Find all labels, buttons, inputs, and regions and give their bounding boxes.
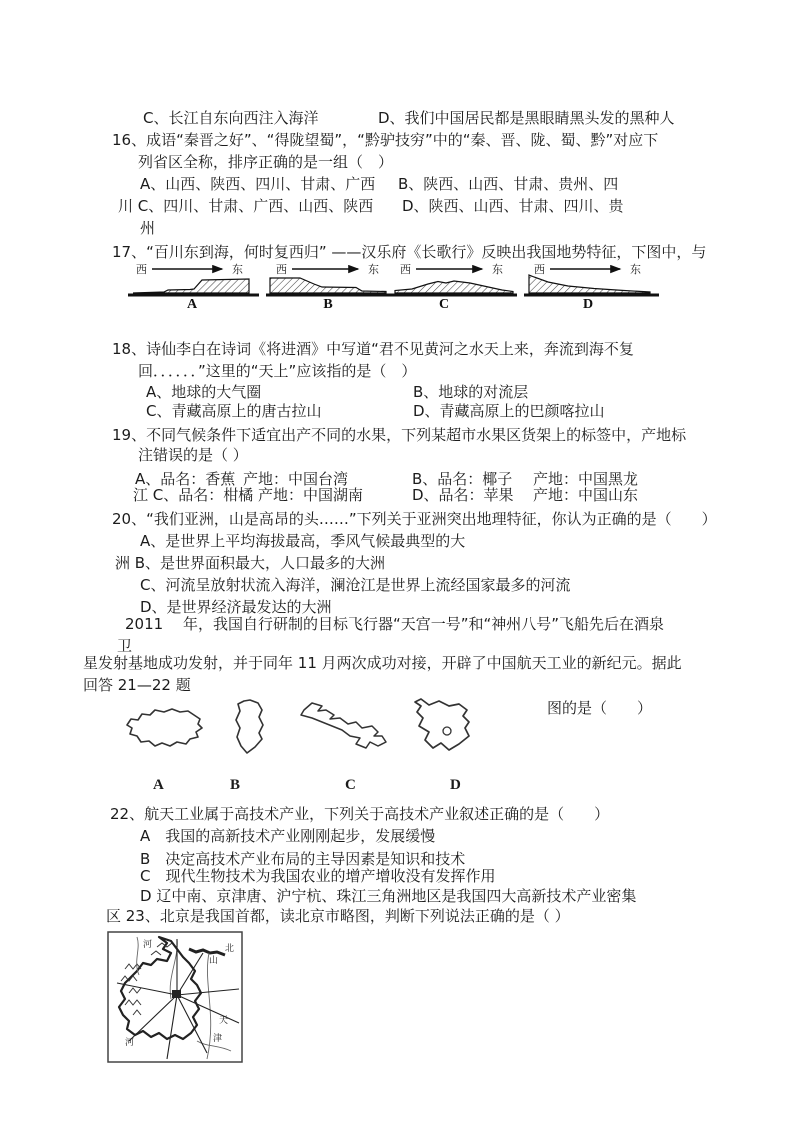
q19-stem-line1: 19、不同气候条件下适宜出产不同的水果，下列某超市水果区货架上的标签中，产地标 [112, 426, 687, 444]
q22-option-c: C 现代生物技术为我国农业的增产增收没有发挥作用 [140, 867, 496, 885]
map-label-he-bottom: 河 [125, 1038, 135, 1048]
map-label-he-top: 河 [143, 940, 153, 950]
q23-stem: 区 23、北京是我国首都，读北京市略图，判断下列说法正确的是（ ） [106, 907, 570, 925]
q22-option-b: B 决定高技术产业布局的主导因素是知识和技术 [140, 850, 466, 868]
q20-option-a: A、是世界上平均海拔最高，季风气候最典型的大 [140, 532, 466, 550]
q19-option-d-name: D、品名：苹果 [412, 486, 514, 504]
east-label: 东 [232, 263, 243, 276]
west-label: 西 [136, 263, 147, 276]
q19-stem-line2: 注错误的是（ ） [138, 446, 248, 464]
province-d-path [415, 699, 469, 750]
diagram-label-b: B [323, 297, 333, 310]
terrain-diagram-a [128, 262, 260, 310]
map-label-shan: 山 [209, 956, 219, 966]
q16-stem-line2: 列省区全称，排序正确的是一组（ ） [138, 153, 394, 171]
west-label: 西 [400, 263, 411, 276]
map-label-jin: 津 [213, 1034, 223, 1044]
east-label: 东 [630, 263, 641, 276]
q22-stem: 22、航天工业属于高技术产业，下列关于高技术产业叙述正确的是（ ） [110, 805, 610, 823]
terrain-profile-c [395, 281, 513, 293]
province-a-path [127, 709, 202, 746]
province-label-a: A [153, 777, 164, 793]
q20-stem: 20、“我们亚洲，山是高昂的头……”下列关于亚洲突出地理特征，你认为正确的是（ ） [112, 510, 717, 528]
q18-option-d: D、青藏高原上的巴颜喀拉山 [413, 402, 605, 420]
map-city-marker [172, 990, 181, 998]
q20-option-b: 洲 B、是世界面积最大，人口最多的大洲 [115, 554, 386, 572]
west-label: 西 [276, 263, 287, 276]
diagram-label-a: A [186, 297, 198, 310]
q21-stem-fragment: 图的是（ ） [547, 699, 653, 717]
q16-option-c: 川 C、四川、甘肃、广西、山西、陕西 [118, 197, 374, 215]
q18-stem-line2: 回．．．．．．”这里的“天上”应该指的是（ ） [138, 362, 417, 380]
q16-option-d: D、陕西、山西、甘肃、四川、贵 [402, 197, 624, 215]
province-label-c: C [345, 777, 356, 793]
terrain-diagram-c [392, 262, 518, 310]
province-c-path [301, 703, 386, 748]
q19-option-b-origin: 产地：中国黑龙 [533, 470, 639, 488]
west-label: 西 [534, 263, 545, 276]
terrain-diagram-b [266, 262, 394, 310]
q18-option-b: B、地球的对流层 [413, 383, 529, 401]
province-label-d: D [450, 777, 461, 793]
province-outline-c [296, 698, 392, 758]
terrain-profile-d [529, 275, 650, 293]
q20-option-c: C、河流呈放射状流入海洋，澜沧江是世界上流经国家最多的河流 [140, 576, 571, 594]
map-label-bei: 北 [225, 944, 235, 954]
q21-intro-line4: 回答 21—22 题 [83, 676, 191, 694]
province-outline-d [405, 696, 479, 758]
q20-option-d: D、是世界经济最发达的大洲 [140, 598, 332, 616]
province-outline-a [122, 702, 208, 754]
east-label: 东 [492, 263, 503, 276]
q19-option-a-origin: 产地：中国台湾 [243, 470, 349, 488]
province-label-b: B [230, 777, 241, 793]
diagram-label-d: D [582, 297, 594, 310]
q19-option-c-line: 江 C、品名：柑橘 产地：中国湖南 [133, 486, 364, 504]
diagram-label-c: C [438, 297, 450, 310]
q21-intro-line3: 星发射基地成功发射，并于同年 11 月两次成功对接，开辟了中国航天工业的新纪元。据此 [83, 654, 682, 672]
q16-option-a: A、山西、陕西、四川、甘肃、广西 [140, 175, 376, 193]
q21-intro-line1: 2011 年，我国自行研制的目标飞行器“天宫一号”和“神州八号”飞船先后在酒泉 [125, 615, 665, 633]
beijing-map [107, 931, 243, 1063]
q22-option-a: A 我国的高新技术产业刚刚起步，发展缓慢 [140, 827, 436, 845]
terrain-profile-b [270, 278, 386, 293]
q16-option-b: B、陕西、山西、甘肃、贵州、四 [398, 175, 619, 193]
terrain-profile-a [133, 279, 249, 293]
q17-stem: 17、“百川东到海，何时复西归” ——汉乐府《长歌行》反映出我国地势特征，下图中，与 [112, 243, 707, 261]
q18-option-a: A、地球的大气圈 [146, 383, 262, 401]
q16-stem-line1: 16、成语“秦晋之好”、“得陇望蜀”，“黔驴技穷”中的“秦、晋、陇、蜀、黔”对应下 [112, 131, 659, 149]
q18-option-c: C、青藏高原上的唐古拉山 [146, 402, 322, 420]
map-label-tian: 天 [219, 1016, 229, 1026]
q19-option-d-origin: 产地：中国山东 [533, 486, 639, 504]
q22-option-d: D 辽中南、京津唐、沪宁杭、珠江三角洲地区是我国四大高新技术产业密集 [140, 887, 637, 905]
province-outline-b [228, 695, 274, 759]
q19-option-b-name: B、品名：椰子 [412, 470, 513, 488]
terrain-diagram-d [524, 262, 660, 310]
province-d-inner-loop [443, 727, 451, 735]
q21-intro-line2: 卫 [117, 637, 133, 655]
q16-option-d-wrap: 州 [140, 219, 156, 237]
q19-option-a-name: A、品名：香蕉 [135, 470, 236, 488]
q18-stem-line1: 18、诗仙李白在诗词《将进酒》中写道“君不见黄河之水天上来，奔流到海不复 [112, 340, 634, 358]
east-label: 东 [368, 263, 379, 276]
q15-option-c: C、长江自东向西注入海洋 [143, 109, 319, 127]
q15-option-d: D、我们中国居民都是黑眼睛黑头发的黑种人 [378, 109, 675, 127]
province-b-path [236, 700, 263, 753]
